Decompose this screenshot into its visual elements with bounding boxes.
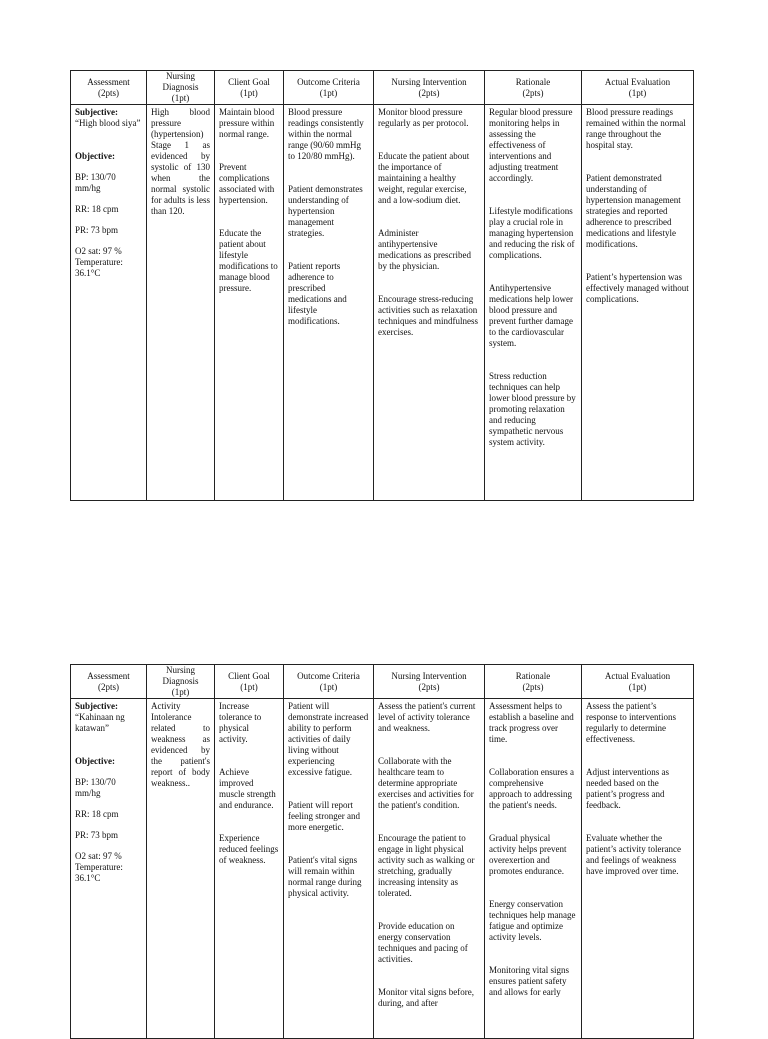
- assessment-cell: [71, 105, 147, 501]
- pr-reading: PR: 73 bpm: [75, 830, 119, 840]
- bp-reading: BP: 130/70 mm/hg: [75, 172, 116, 193]
- header-client-goal: Client Goal (1pt): [215, 71, 284, 105]
- nursing-diagnosis-cell: [147, 699, 215, 1039]
- rr-reading: RR: 18 cpm: [75, 809, 119, 819]
- intervention-item: Administer antihypertensive medications as prescribed by the physician.: [378, 228, 471, 271]
- rationale-cell: [485, 699, 582, 1039]
- evaluation-item: Blood pressure readings remained within the normal range throughout the hospital stay.: [586, 107, 686, 150]
- actual-evaluation-cell: [582, 105, 694, 501]
- rationale-item: Regular blood pressure monitoring helps in assessing the effectiveness of interventions and adjusting treatment accordingly.: [489, 107, 573, 183]
- outcome-criteria-cell: [284, 105, 374, 501]
- outcome-item: Patient will demonstrate increased ability to perform activities of daily living without experiencing excessive fatigue.: [288, 701, 369, 777]
- intervention-item: Provide education on energy conservation techniques and pacing of activities.: [378, 921, 468, 964]
- header-nursing-diagnosis: Nursing Diagnosis (1pt): [147, 665, 215, 699]
- bp-reading: BP: 130/70 mm/hg: [75, 777, 116, 798]
- nursing-diagnosis-cell: [147, 105, 215, 501]
- diagnosis-text: Activity Intolerance related to weakness as evidenced by the patient's report of body weakness..: [151, 701, 210, 788]
- intervention-item: Monitor vital signs before, during, and after: [378, 987, 474, 1008]
- rationale-item: Stress reduction techniques can help lower blood pressure by promoting relaxation and reducing sympathetic nervous system activity.: [489, 371, 576, 447]
- intervention-item: Monitor blood pressure regularly as per protocol.: [378, 107, 469, 128]
- outcome-item: Patient's vital signs will remain within normal range during physical activity.: [288, 855, 362, 898]
- nursing-intervention-cell: [374, 699, 485, 1039]
- header-client-goal: Client Goal (1pt): [215, 665, 284, 699]
- subjective-label: Subjective:: [75, 701, 118, 711]
- goal-item: Prevent complications associated with hypertension.: [219, 162, 275, 205]
- header-nursing-intervention: Nursing Intervention (2pts): [374, 71, 485, 105]
- outcome-item: Patient demonstrates understanding of hypertension management strategies.: [288, 184, 363, 238]
- evaluation-item: Patient demonstrated understanding of hypertension management strategies and reported adherence to prescribed medications and lifestyle modifications.: [586, 173, 681, 249]
- goal-item: Increase tolerance to physical activity.: [219, 701, 262, 744]
- goal-item: Experience reduced feelings of weakness.: [219, 833, 279, 865]
- actual-evaluation-cell: [582, 699, 694, 1039]
- intervention-item: Encourage stress-reducing activities such as relaxation techniques and mindfulness exercises.: [378, 294, 478, 337]
- rationale-item: Assessment helps to establish a baseline and track progress over time.: [489, 701, 574, 744]
- diagnosis-text: High blood pressure (hypertension) Stage 1 as evidenced by systolic of 130 when the normal systolic for adults is less than 120.: [151, 107, 210, 216]
- rationale-item: Monitoring vital signs ensures patient safety and allows for early: [489, 965, 570, 997]
- o2-temperature-reading: O2 sat: 97 % Temperature: 36.1°C: [75, 851, 123, 883]
- header-row: [71, 71, 694, 105]
- goal-item: Educate the patient about lifestyle modifications to manage blood pressure.: [219, 228, 278, 293]
- evaluation-item: Assess the patient’s response to interventions regularly to determine effectiveness.: [586, 701, 676, 744]
- header-nursing-intervention: Nursing Intervention (2pts): [374, 665, 485, 699]
- intervention-item: Collaborate with the healthcare team to determine appropriate exercises and activities for the patient's condition.: [378, 756, 474, 810]
- header-rationale: Rationale (2pts): [485, 665, 582, 699]
- client-goal-cell: [215, 699, 284, 1039]
- care-plan-row: [71, 105, 694, 501]
- header-outcome-criteria: Outcome Criteria (1pt): [284, 665, 374, 699]
- rr-reading: RR: 18 cpm: [75, 204, 119, 214]
- intervention-item: Assess the patient's current level of activity tolerance and weakness.: [378, 701, 476, 733]
- outcome-criteria-cell: [284, 699, 374, 1039]
- rationale-item: Antihypertensive medications help lower blood pressure and prevent further damage to the cardiovascular system.: [489, 283, 573, 348]
- pr-reading: PR: 73 bpm: [75, 225, 119, 235]
- o2-temperature-reading: O2 sat: 97 % Temperature: 36.1°C: [75, 246, 123, 278]
- objective-label: Objective:: [75, 756, 115, 766]
- header-outcome-criteria: Outcome Criteria (1pt): [284, 71, 374, 105]
- goal-item: Achieve improved muscle strength and endurance.: [219, 767, 276, 810]
- intervention-item: Educate the patient about the importance of maintaining a healthy weight, regular exercise, and a low-sodium diet.: [378, 151, 470, 205]
- evaluation-item: Patient’s hypertension was effectively managed without complications.: [586, 272, 689, 304]
- nursing-intervention-cell: [374, 105, 485, 501]
- goal-item: Maintain blood pressure within normal range.: [219, 107, 275, 139]
- evaluation-item: Adjust interventions as needed based on the patient’s progress and feedback.: [586, 767, 669, 810]
- intervention-item: Encourage the patient to engage in light physical activity such as walking or stretching, gradually increasing intensity as tolerated.: [378, 833, 475, 898]
- header-assessment: Assessment (2pts): [71, 665, 147, 699]
- rationale-item: Collaboration ensures a comprehensive approach to addressing the patient's needs.: [489, 767, 574, 810]
- header-actual-evaluation: Actual Evaluation (1pt): [582, 71, 694, 105]
- assessment-cell: [71, 699, 147, 1039]
- outcome-item: Patient reports adherence to prescribed medications and lifestyle modifications.: [288, 261, 347, 326]
- header-nursing-diagnosis: Nursing Diagnosis (1pt): [147, 71, 215, 105]
- header-assessment: Assessment (2pts): [71, 71, 147, 105]
- client-goal-cell: [215, 105, 284, 501]
- objective-label: Objective:: [75, 151, 115, 161]
- subjective-text: “High blood siya”: [75, 118, 141, 128]
- rationale-item: Gradual physical activity helps prevent overexertion and promotes endurance.: [489, 833, 567, 876]
- subjective-label: Subjective:: [75, 107, 118, 117]
- rationale-item: Energy conservation techniques help manage fatigue and optimize activity levels.: [489, 899, 576, 942]
- care-plan-table-activity-intolerance: [70, 664, 694, 1039]
- header-actual-evaluation: Actual Evaluation (1pt): [582, 665, 694, 699]
- subjective-text: “Kahinaan ng katawan”: [75, 712, 125, 733]
- rationale-cell: [485, 105, 582, 501]
- rationale-item: Lifestyle modifications play a crucial role in managing hypertension and reducing the risk of complications.: [489, 206, 575, 260]
- care-plan-row: [71, 699, 694, 1039]
- outcome-item: Patient will report feeling stronger and more energetic.: [288, 800, 360, 832]
- care-plan-table-hypertension: [70, 70, 694, 501]
- outcome-item: Blood pressure readings consistently within the normal range (90/60 mmHg to 120/80 mmHg).: [288, 107, 364, 161]
- header-rationale: Rationale (2pts): [485, 71, 582, 105]
- header-row: [71, 665, 694, 699]
- evaluation-item: Evaluate whether the patient’s activity tolerance and feelings of weakness have improved over time.: [586, 833, 681, 876]
